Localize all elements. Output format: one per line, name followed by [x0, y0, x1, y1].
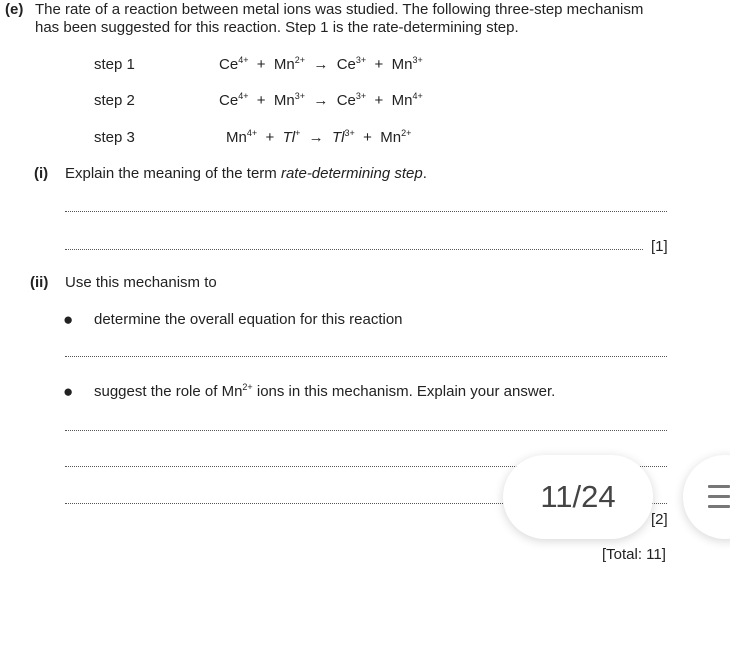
marks-ii: [2]: [651, 511, 668, 528]
menu-button[interactable]: [683, 455, 730, 539]
step-2-label: step 2: [94, 92, 135, 109]
sub-question-i-label: (i): [34, 165, 49, 182]
step-1-equation: $Ce^{4+} + Mn^{2+} \to Ce^{3+} + Mn^{3+}$: [219, 55, 423, 73]
page-indicator[interactable]: [503, 455, 653, 539]
page-indicator-label: 11/24: [540, 479, 616, 514]
bullet-1-icon: ●: [63, 310, 74, 329]
sub-question-ii-label: (ii): [30, 274, 49, 291]
answer-line-i-1[interactable]: [65, 211, 667, 212]
bullet-2-icon: ●: [63, 382, 74, 401]
intro-line-2: has been suggested for this reaction. Step 1 is the rate-determining step.: [35, 19, 519, 36]
intro-line-1: The rate of a reaction between metal ions was studied. The following three-step mechanism: [35, 1, 644, 18]
bullet-1-text: determine the overall equation for this reaction: [94, 311, 403, 328]
step-2-equation: $Ce^{4+} + Mn^{3+} \to Ce^{3+} + Mn^{4+}$: [219, 91, 423, 109]
step-3-label: step 3: [94, 129, 135, 146]
answer-line-ii-1[interactable]: [65, 356, 667, 357]
part-label: (e): [5, 1, 24, 18]
step-3-equation: $Mn^{4+} + Tl^+ \to Tl^{3+} + Mn^{2+}$: [226, 128, 412, 146]
sub-question-i-text: Explain the meaning of the term rate-determining step.: [65, 165, 427, 182]
answer-line-ii-2[interactable]: [65, 430, 667, 431]
total-marks: [Total: 11]: [602, 546, 666, 563]
marks-i: [1]: [651, 238, 668, 255]
answer-line-i-2[interactable]: [65, 249, 643, 250]
step-1-label: step 1: [94, 56, 135, 73]
bullet-2-text: suggest the role of $Mn^{2+}$ ions in this mechanism. Explain your answer.: [94, 382, 556, 400]
sub-question-ii-intro: Use this mechanism to: [65, 274, 217, 291]
